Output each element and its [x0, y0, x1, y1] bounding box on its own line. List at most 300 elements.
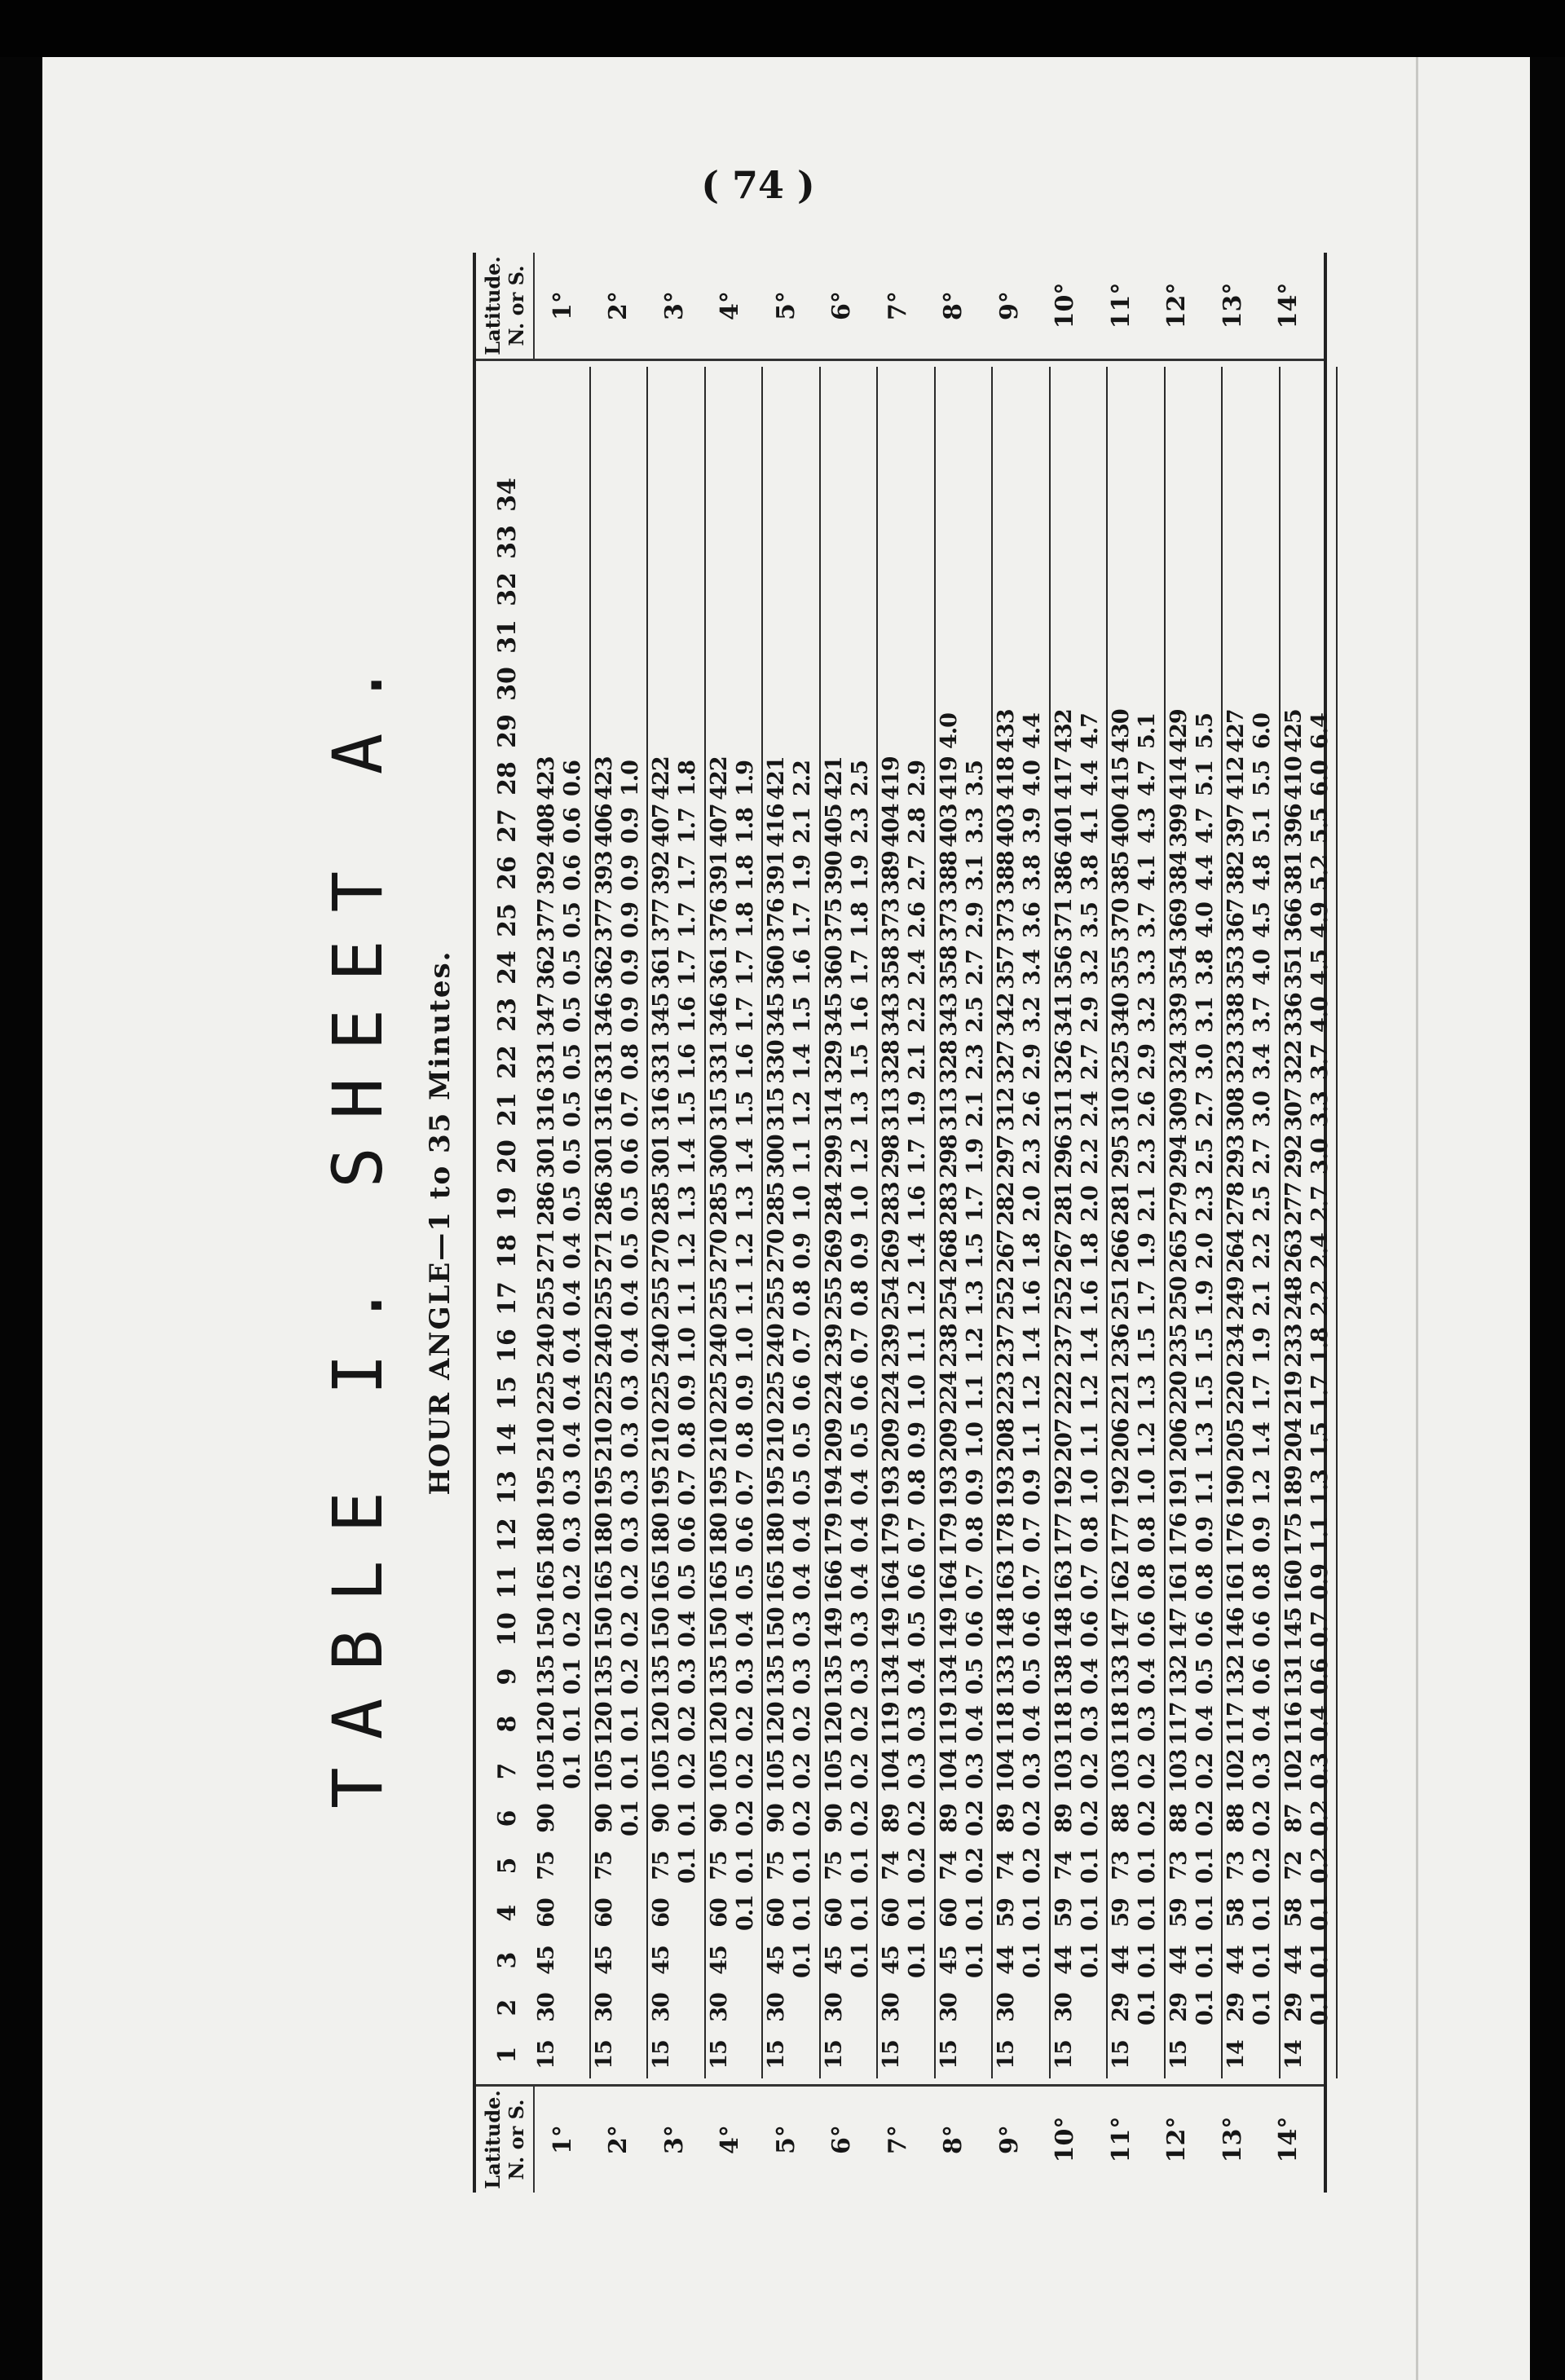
- correction-cell: 2.1: [1135, 1186, 1160, 1222]
- correction-cell: 1.5: [790, 997, 815, 1033]
- correction-cell: [734, 1937, 758, 1984]
- correction-cell: 0.2: [905, 1848, 930, 1884]
- azimuth-cell: 425: [1281, 709, 1307, 753]
- correction-cell: 0.9: [847, 1233, 873, 1269]
- azimuth-cell: 417: [1051, 756, 1077, 800]
- correction-cell: 0.2: [675, 1753, 700, 1789]
- azimuth-cell: 220: [1166, 1371, 1192, 1415]
- azimuth-cell: 254: [879, 1276, 904, 1320]
- azimuth-cell: 267: [994, 1229, 1019, 1273]
- correction-cell: 2.7: [962, 950, 988, 985]
- azimuth-cell: 178: [994, 1513, 1019, 1557]
- correction-cell: 0.2: [1307, 1800, 1333, 1836]
- correction-cell: 0.5: [560, 997, 585, 1033]
- correction-cell: 0.4: [560, 1375, 585, 1411]
- correction-cell: 4.0: [1192, 902, 1218, 938]
- correction-line: [849, 755, 873, 2078]
- azimuth-line: [593, 755, 617, 2078]
- azimuth-cell: 59: [1051, 1898, 1077, 1928]
- correction-cell: 0.5: [732, 1564, 758, 1600]
- azimuth-cell: 206: [1166, 1418, 1192, 1462]
- azimuth-cell: 45: [936, 1946, 962, 1975]
- azimuth-cell: 45: [821, 1946, 847, 1975]
- azimuth-cell: 135: [764, 1655, 789, 1699]
- correction-cell: 2.4: [1307, 1233, 1333, 1269]
- azimuth-cell: 72: [1281, 1851, 1307, 1880]
- azimuth-cell: 410: [1281, 756, 1307, 800]
- azimuth-cell: 89: [994, 1804, 1019, 1833]
- correction-cell: 0.9: [617, 855, 643, 891]
- table-title: TABLE I. SHEET A.: [318, 637, 398, 1809]
- column-header: 12: [492, 1518, 522, 1552]
- correction-cell: 1.2: [847, 1139, 873, 1175]
- correction-cell: 1.9: [1250, 1328, 1275, 1364]
- correction-cell: 0.7: [905, 1517, 930, 1553]
- correction-cell: 1.2: [675, 1233, 700, 1269]
- azimuth-cell: 164: [936, 1560, 962, 1604]
- azimuth-cell: 165: [706, 1560, 732, 1604]
- azimuth-line: [1109, 707, 1134, 2078]
- azimuth-cell: 403: [936, 804, 962, 848]
- correction-cell: 0.3: [847, 1611, 873, 1647]
- azimuth-cell: 353: [1223, 945, 1249, 989]
- correction-cell: 1.7: [675, 855, 700, 891]
- azimuth-line: [765, 755, 789, 2078]
- azimuth-cell: 407: [706, 804, 732, 848]
- azimuth-cell: 59: [1109, 1898, 1134, 1928]
- azimuth-cell: 15: [879, 2040, 904, 2069]
- correction-cell: [1021, 2031, 1045, 2078]
- latitude-cell: 2°: [604, 2125, 633, 2154]
- azimuth-cell: 391: [706, 851, 732, 895]
- azimuth-cell: 346: [706, 993, 732, 1037]
- azimuth-cell: 422: [649, 756, 674, 800]
- azimuth-cell: 102: [1223, 1749, 1249, 1793]
- latitude-list: [535, 253, 1316, 359]
- correction-cell: 1.8: [732, 902, 758, 938]
- correction-cell: 0.4: [847, 1517, 873, 1553]
- correction-cell: 4.4: [1192, 855, 1218, 891]
- azimuth-cell: 293: [1223, 1135, 1249, 1179]
- correction-cell: 0.3: [675, 1659, 700, 1695]
- correction-cell: 1.3: [732, 1186, 758, 1222]
- azimuth-cell: 59: [994, 1898, 1019, 1928]
- correction-cell: 0.5: [847, 1422, 873, 1458]
- correction-cell: 0.2: [1077, 1753, 1103, 1789]
- azimuth-cell: 432: [1051, 709, 1077, 753]
- correction-line: [1021, 707, 1045, 2078]
- hour-angle-header-row: [484, 367, 530, 2078]
- correction-cell: 0.4: [617, 1328, 643, 1364]
- correction-cell: 0.2: [732, 1753, 758, 1789]
- correction-cell: 0.1: [1020, 1895, 1045, 1931]
- correction-cell: 0.1: [962, 1895, 988, 1931]
- azimuth-cell: 166: [821, 1560, 847, 1604]
- azimuth-cell: 295: [1109, 1135, 1134, 1179]
- correction-cell: 0.2: [617, 1564, 643, 1600]
- correction-cell: 0.4: [560, 1328, 585, 1364]
- latitude-cell: 14°: [1274, 2116, 1303, 2163]
- azimuth-cell: 225: [591, 1371, 617, 1415]
- azimuth-cell: 120: [706, 1702, 732, 1746]
- correction-cell: 0.7: [847, 1328, 873, 1364]
- correction-cell: 1.8: [732, 855, 758, 891]
- correction-cell: 0.7: [617, 1091, 643, 1127]
- column-header: 34: [492, 478, 522, 512]
- azimuth-cell: 29: [1281, 1993, 1307, 2022]
- correction-cell: 0.1: [962, 1942, 988, 1978]
- correction-cell: 1.8: [1307, 1328, 1333, 1364]
- azimuth-cell: 104: [879, 1749, 904, 1793]
- azimuth-cell: 60: [879, 1898, 904, 1928]
- azimuth-cell: 105: [706, 1749, 732, 1793]
- azimuth-cell: 430: [1109, 709, 1134, 753]
- azimuth-cell: 330: [764, 1040, 789, 1084]
- correction-cell: 1.0: [1135, 1470, 1160, 1505]
- azimuth-cell: 75: [706, 1851, 732, 1880]
- correction-cell: 2.9: [1135, 1044, 1160, 1080]
- azimuth-cell: 376: [706, 898, 732, 942]
- azimuth-cell: 189: [1281, 1465, 1307, 1510]
- correction-cell: 1.4: [675, 1139, 700, 1175]
- correction-cell: 0.2: [675, 1706, 700, 1742]
- azimuth-cell: 208: [994, 1418, 1019, 1462]
- azimuth-cell: 194: [821, 1465, 847, 1510]
- azimuth-cell: 176: [1166, 1513, 1192, 1557]
- azimuth-cell: 73: [1166, 1851, 1192, 1880]
- azimuth-cell: 30: [649, 1993, 674, 2022]
- azimuth-cell: 75: [764, 1851, 789, 1880]
- azimuth-cell: 225: [764, 1371, 789, 1415]
- correction-line: [619, 755, 643, 2078]
- correction-cell: 0.4: [962, 1706, 988, 1742]
- correction-cell: 0.2: [732, 1800, 758, 1836]
- correction-cell: 0.8: [905, 1470, 930, 1505]
- table-row: [1108, 367, 1166, 2078]
- azimuth-cell: 103: [1109, 1749, 1134, 1793]
- correction-cell: 0.3: [732, 1659, 758, 1695]
- azimuth-cell: 133: [994, 1655, 1019, 1699]
- azimuth-cell: 268: [936, 1229, 962, 1273]
- column-header: 1: [492, 2046, 522, 2064]
- correction-cell: 0.3: [847, 1659, 873, 1695]
- correction-cell: [906, 1984, 930, 2031]
- azimuth-cell: 15: [764, 2040, 789, 2069]
- correction-cell: 3.7: [1250, 997, 1275, 1033]
- correction-cell: 1.5: [1135, 1328, 1160, 1364]
- ns-label: N. or S.: [505, 265, 528, 346]
- azimuth-cell: 45: [879, 1946, 904, 1975]
- correction-cell: 1.7: [675, 950, 700, 985]
- correction-cell: [561, 2031, 585, 2078]
- correction-cell: 1.6: [1020, 1280, 1045, 1316]
- correction-cell: 0.5: [905, 1611, 930, 1647]
- correction-cell: 4.7: [1192, 808, 1218, 844]
- azimuth-cell: 416: [764, 804, 789, 848]
- azimuth-cell: 150: [534, 1607, 559, 1651]
- correction-cell: 0.2: [1250, 1848, 1275, 1884]
- azimuth-cell: 377: [649, 898, 674, 942]
- azimuth-cell: 225: [706, 1371, 732, 1415]
- azimuth-cell: 285: [706, 1182, 732, 1226]
- latitude-cell: 4°: [716, 291, 745, 320]
- correction-cell: [676, 1937, 700, 1984]
- correction-cell: 0.6: [905, 1564, 930, 1600]
- correction-cell: 0.5: [1020, 1659, 1045, 1695]
- azimuth-cell: 407: [649, 804, 674, 848]
- azimuth-cell: 88: [1166, 1804, 1192, 1833]
- correction-cell: 0.2: [847, 1800, 873, 1836]
- correction-cell: 0.1: [1135, 1848, 1160, 1884]
- azimuth-cell: 60: [534, 1898, 559, 1928]
- correction-cell: 1.5: [962, 1233, 988, 1269]
- correction-cell: 0.9: [1020, 1470, 1045, 1505]
- azimuth-cell: 281: [1109, 1182, 1134, 1226]
- correction-cell: 1.8: [1077, 1233, 1103, 1269]
- azimuth-cell: 14: [1281, 2040, 1307, 2069]
- correction-cell: 0.1: [1077, 1942, 1103, 1978]
- correction-line: [734, 755, 758, 2078]
- latitude-list: [535, 2087, 1316, 2193]
- table-row: [648, 367, 706, 2078]
- azimuth-cell: 15: [994, 2040, 1019, 2069]
- azimuth-cell: 75: [534, 1851, 559, 1880]
- azimuth-cell: 195: [591, 1465, 617, 1510]
- correction-cell: 6.0: [1250, 713, 1275, 749]
- correction-cell: 0.2: [1020, 1800, 1045, 1836]
- azimuth-cell: 209: [879, 1418, 904, 1462]
- azimuth-cell: 150: [591, 1607, 617, 1651]
- azimuth-cell: 135: [821, 1655, 847, 1699]
- table-row: [763, 367, 821, 2078]
- correction-cell: 1.5: [1192, 1375, 1218, 1411]
- azimuth-cell: 210: [706, 1418, 732, 1462]
- table-row: [878, 367, 936, 2078]
- azimuth-cell: 60: [649, 1898, 674, 1928]
- azimuth-cell: 150: [649, 1607, 674, 1651]
- correction-cell: 0.2: [1135, 1800, 1160, 1836]
- azimuth-cell: 263: [1281, 1229, 1307, 1273]
- azimuth-cell: 401: [1051, 804, 1077, 848]
- correction-cell: 0.1: [1077, 1895, 1103, 1931]
- azimuth-cell: 195: [706, 1465, 732, 1510]
- correction-cell: 1.6: [675, 1044, 700, 1080]
- azimuth-cell: 240: [591, 1324, 617, 1368]
- correction-cell: 4.3: [1135, 808, 1160, 844]
- correction-cell: 0.3: [1250, 1753, 1275, 1789]
- azimuth-cell: 284: [821, 1182, 847, 1226]
- azimuth-cell: 362: [591, 945, 617, 989]
- azimuth-cell: 45: [764, 1946, 789, 1975]
- latitude-header: [476, 2087, 535, 2193]
- azimuth-cell: 206: [1109, 1418, 1134, 1462]
- azimuth-cell: 301: [649, 1135, 674, 1179]
- azimuth-cell: 329: [821, 1040, 847, 1084]
- azimuth-cell: 120: [534, 1702, 559, 1746]
- correction-cell: 0.1: [1020, 1942, 1045, 1978]
- correction-cell: 0.7: [1077, 1564, 1103, 1600]
- correction-cell: 1.7: [1135, 1280, 1160, 1316]
- correction-cell: 1.9: [847, 855, 873, 891]
- correction-cell: 0.1: [905, 1895, 930, 1931]
- correction-cell: 0.3: [617, 1375, 643, 1411]
- azimuth-cell: 345: [649, 993, 674, 1037]
- correction-cell: 5.5: [1250, 760, 1275, 796]
- azimuth-line: [650, 755, 674, 2078]
- azimuth-cell: 15: [1051, 2040, 1077, 2069]
- azimuth-cell: 75: [649, 1851, 674, 1880]
- correction-cell: 0.1: [847, 1942, 873, 1978]
- azimuth-cell: 175: [1281, 1513, 1307, 1557]
- correction-cell: 3.8: [1020, 855, 1045, 891]
- azimuth-cell: 161: [1223, 1560, 1249, 1604]
- column-header: 25: [492, 903, 522, 937]
- azimuth-line: [937, 707, 962, 2078]
- correction-cell: 0.6: [675, 1517, 700, 1553]
- azimuth-cell: 30: [764, 1993, 789, 2022]
- correction-cell: [619, 1842, 643, 1889]
- azimuth-cell: 292: [1281, 1135, 1307, 1179]
- correction-cell: 2.1: [1250, 1280, 1275, 1316]
- correction-cell: 0.1: [905, 1942, 930, 1978]
- azimuth-cell: 117: [1166, 1702, 1192, 1746]
- azimuth-cell: 340: [1109, 993, 1134, 1037]
- correction-line: [1308, 707, 1333, 2078]
- correction-cell: 0.4: [560, 1233, 585, 1269]
- azimuth-cell: 355: [1109, 945, 1134, 989]
- latitude-cell: 11°: [1106, 282, 1135, 329]
- azimuth-cell: 104: [936, 1749, 962, 1793]
- column-header: 24: [492, 950, 522, 985]
- correction-cell: 0.6: [962, 1611, 988, 1647]
- latitude-cell: 10°: [1051, 2116, 1080, 2163]
- azimuth-cell: 414: [1166, 756, 1192, 800]
- azimuth-cell: 326: [1051, 1040, 1077, 1084]
- latitude-cell: 12°: [1162, 282, 1192, 329]
- azimuth-cell: 177: [1109, 1513, 1134, 1557]
- correction-cell: 0.4: [560, 1422, 585, 1458]
- azimuth-cell: 389: [879, 851, 904, 895]
- table-row: [1051, 367, 1109, 2078]
- correction-cell: 2.1: [962, 1091, 988, 1127]
- azimuth-cell: 240: [764, 1324, 789, 1368]
- azimuth-cell: 147: [1166, 1607, 1192, 1651]
- azimuth-cell: 104: [994, 1749, 1019, 1793]
- azimuth-cell: 269: [821, 1229, 847, 1273]
- column-header: 32: [492, 572, 522, 606]
- azimuth-cell: 30: [1051, 1993, 1077, 2022]
- correction-cell: 0.8: [1077, 1517, 1103, 1553]
- correction-cell: 0.9: [675, 1375, 700, 1411]
- correction-cell: 2.7: [1077, 1044, 1103, 1080]
- azimuth-cell: 264: [1223, 1229, 1249, 1273]
- azimuth-cell: 45: [591, 1946, 617, 1975]
- column-header: 20: [492, 1139, 522, 1174]
- correction-cell: 0.2: [1020, 1848, 1045, 1884]
- correction-cell: 0.5: [790, 1470, 815, 1505]
- correction-cell: 0.5: [560, 902, 585, 938]
- table-row: [706, 367, 764, 2078]
- azimuth-cell: 30: [591, 1993, 617, 2022]
- azimuth-cell: 301: [534, 1135, 559, 1179]
- azimuth-cell: 149: [879, 1607, 904, 1651]
- azimuth-cell: 165: [534, 1560, 559, 1604]
- correction-cell: 0.4: [905, 1659, 930, 1695]
- azimuth-cell: 60: [936, 1898, 962, 1928]
- azimuth-cell: 58: [1223, 1898, 1249, 1928]
- azimuth-cell: 45: [706, 1946, 732, 1975]
- correction-cell: 1.6: [732, 1044, 758, 1080]
- correction-cell: 0.1: [1135, 1895, 1160, 1931]
- latitude-cell: 2°: [604, 291, 633, 320]
- azimuth-cell: 210: [649, 1418, 674, 1462]
- column-header: 14: [492, 1423, 522, 1457]
- correction-cell: 3.3: [962, 808, 988, 844]
- azimuth-cell: 58: [1281, 1898, 1307, 1928]
- latitude-cell: 9°: [994, 2125, 1024, 2154]
- correction-cell: [963, 2031, 988, 2078]
- column-header: 17: [492, 1281, 522, 1316]
- azimuth-cell: 131: [1281, 1655, 1307, 1699]
- correction-cell: 0.9: [617, 950, 643, 985]
- correction-cell: 1.2: [1135, 1422, 1160, 1458]
- correction-cell: 0.2: [1077, 1800, 1103, 1836]
- correction-cell: 0.1: [790, 1895, 815, 1931]
- correction-cell: 3.6: [1020, 902, 1045, 938]
- correction-cell: 5.5: [1192, 713, 1218, 749]
- azimuth-cell: 279: [1166, 1182, 1192, 1226]
- azimuth-cell: 405: [821, 804, 847, 848]
- azimuth-cell: 323: [1223, 1040, 1249, 1084]
- azimuth-cell: 252: [994, 1276, 1019, 1320]
- correction-cell: [1193, 2031, 1218, 2078]
- correction-cell: 1.7: [1250, 1375, 1275, 1411]
- correction-cell: 4.5: [1307, 950, 1333, 985]
- correction-cell: 1.2: [962, 1328, 988, 1364]
- correction-cell: 0.9: [790, 1233, 815, 1269]
- azimuth-cell: 316: [534, 1087, 559, 1131]
- latitude-cell: 9°: [994, 291, 1024, 320]
- correction-cell: 4.0: [1250, 950, 1275, 985]
- correction-cell: 1.2: [1250, 1470, 1275, 1505]
- azimuth-cell: 105: [764, 1749, 789, 1793]
- correction-cell: 0.8: [790, 1280, 815, 1316]
- correction-cell: [561, 1984, 585, 2031]
- azimuth-cell: 44: [1109, 1946, 1134, 1975]
- azimuth-cell: 239: [821, 1324, 847, 1368]
- azimuth-cell: 193: [879, 1465, 904, 1510]
- correction-cell: 0.3: [962, 1753, 988, 1789]
- correction-cell: 2.7: [1192, 1091, 1218, 1127]
- azimuth-cell: 60: [706, 1898, 732, 1928]
- correction-cell: 2.2: [1077, 1139, 1103, 1175]
- correction-cell: 1.9: [1192, 1280, 1218, 1316]
- azimuth-cell: 118: [1109, 1702, 1134, 1746]
- azimuth-cell: 132: [1223, 1655, 1249, 1699]
- azimuth-cell: 30: [821, 1993, 847, 2022]
- correction-cell: 3.3: [1307, 1091, 1333, 1127]
- correction-cell: 1.5: [847, 1044, 873, 1080]
- correction-cell: 2.1: [790, 808, 815, 844]
- azimuth-cell: 45: [534, 1946, 559, 1975]
- correction-cell: 3.8: [1192, 950, 1218, 985]
- correction-cell: 1.0: [847, 1186, 873, 1222]
- azimuth-cell: 310: [1109, 1087, 1134, 1131]
- azimuth-cell: 282: [994, 1182, 1019, 1226]
- correction-cell: 0.9: [617, 902, 643, 938]
- column-header: 18: [492, 1234, 522, 1268]
- correction-cell: [1308, 2031, 1333, 2078]
